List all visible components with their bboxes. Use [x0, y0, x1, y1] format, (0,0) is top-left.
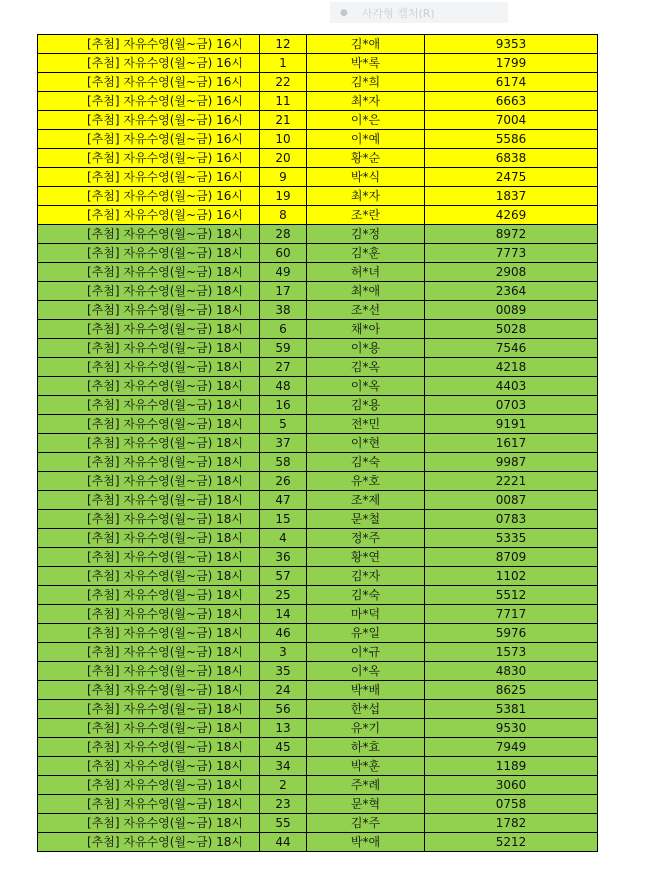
course-cell: [추첨] 자유수영(월~금) 18시: [38, 510, 260, 529]
phone-cell: 1799: [425, 54, 598, 73]
table-row: [38, 795, 598, 814]
table-row: [38, 700, 598, 719]
number-cell: 25: [260, 586, 307, 605]
name-cell: 김*숙: [307, 586, 425, 605]
number-cell: 10: [260, 130, 307, 149]
phone-cell: 0703: [425, 396, 598, 415]
course-cell: [추첨] 자유수영(월~금) 18시: [38, 662, 260, 681]
name-cell: 김*주: [307, 814, 425, 833]
table-row: [38, 681, 598, 700]
phone-cell: 2475: [425, 168, 598, 187]
course-cell: [추첨] 자유수영(월~금) 18시: [38, 225, 260, 244]
phone-cell: 5335: [425, 529, 598, 548]
name-cell: 하*효: [307, 738, 425, 757]
phone-cell: 0783: [425, 510, 598, 529]
course-cell: [추첨] 자유수영(월~금) 18시: [38, 434, 260, 453]
table-row: [38, 339, 598, 358]
table-row: [38, 757, 598, 776]
name-cell: 김*용: [307, 396, 425, 415]
course-cell: [추첨] 자유수영(월~금) 18시: [38, 643, 260, 662]
table-row: [38, 225, 598, 244]
number-cell: 26: [260, 472, 307, 491]
name-cell: 김*정: [307, 225, 425, 244]
name-cell: 문*혁: [307, 795, 425, 814]
name-cell: 김*훈: [307, 244, 425, 263]
table-row: [38, 738, 598, 757]
table-row: [38, 149, 598, 168]
course-cell: [추첨] 자유수영(월~금) 18시: [38, 358, 260, 377]
course-cell: [추첨] 자유수영(월~금) 18시: [38, 301, 260, 320]
name-cell: 박*애: [307, 833, 425, 852]
course-cell: [추첨] 자유수영(월~금) 18시: [38, 282, 260, 301]
course-cell: [추첨] 자유수영(월~금) 18시: [38, 719, 260, 738]
table-row: [38, 244, 598, 263]
number-cell: 20: [260, 149, 307, 168]
number-cell: 48: [260, 377, 307, 396]
table-row: [38, 434, 598, 453]
course-cell: [추첨] 자유수영(월~금) 16시: [38, 149, 260, 168]
number-cell: 14: [260, 605, 307, 624]
course-cell: [추첨] 자유수영(월~금) 16시: [38, 187, 260, 206]
table-row: [38, 263, 598, 282]
table-row: [38, 814, 598, 833]
phone-cell: 8972: [425, 225, 598, 244]
number-cell: 35: [260, 662, 307, 681]
name-cell: 김*옥: [307, 358, 425, 377]
number-cell: 12: [260, 35, 307, 54]
phone-cell: 3060: [425, 776, 598, 795]
course-cell: [추첨] 자유수영(월~금) 16시: [38, 35, 260, 54]
phone-cell: 5586: [425, 130, 598, 149]
phone-cell: 6663: [425, 92, 598, 111]
tooltip-label: 사각형 캡처(R): [361, 6, 435, 20]
name-cell: 조*란: [307, 206, 425, 225]
course-cell: [추첨] 자유수영(월~금) 18시: [38, 586, 260, 605]
name-cell: 채*아: [307, 320, 425, 339]
number-cell: 3: [260, 643, 307, 662]
phone-cell: 6838: [425, 149, 598, 168]
name-cell: 유*호: [307, 472, 425, 491]
course-cell: [추첨] 자유수영(월~금) 18시: [38, 415, 260, 434]
name-cell: 최*애: [307, 282, 425, 301]
number-cell: 27: [260, 358, 307, 377]
number-cell: 2: [260, 776, 307, 795]
table-row: [38, 833, 598, 852]
phone-cell: 1782: [425, 814, 598, 833]
course-cell: [추첨] 자유수영(월~금) 18시: [38, 624, 260, 643]
number-cell: 6: [260, 320, 307, 339]
name-cell: 조*선: [307, 301, 425, 320]
name-cell: 김*애: [307, 35, 425, 54]
course-cell: [추첨] 자유수영(월~금) 18시: [38, 339, 260, 358]
name-cell: 문*철: [307, 510, 425, 529]
name-cell: 이*예: [307, 130, 425, 149]
phone-cell: 9530: [425, 719, 598, 738]
name-cell: 이*규: [307, 643, 425, 662]
table-body: [38, 35, 598, 852]
phone-cell: 6174: [425, 73, 598, 92]
course-cell: [추첨] 자유수영(월~금) 18시: [38, 244, 260, 263]
phone-cell: 8625: [425, 681, 598, 700]
table-row: [38, 624, 598, 643]
name-cell: 허*녀: [307, 263, 425, 282]
table-row: [38, 35, 598, 54]
phone-cell: 5512: [425, 586, 598, 605]
number-cell: 59: [260, 339, 307, 358]
phone-cell: 5028: [425, 320, 598, 339]
phone-cell: 2364: [425, 282, 598, 301]
lottery-result-table: [37, 34, 598, 852]
table-row: [38, 54, 598, 73]
course-cell: [추첨] 자유수영(월~금) 18시: [38, 833, 260, 852]
name-cell: 최*자: [307, 92, 425, 111]
name-cell: 이*용: [307, 339, 425, 358]
table-row: [38, 187, 598, 206]
phone-cell: 7773: [425, 244, 598, 263]
phone-cell: 5212: [425, 833, 598, 852]
number-cell: 24: [260, 681, 307, 700]
number-cell: 9: [260, 168, 307, 187]
name-cell: 박*배: [307, 681, 425, 700]
course-cell: [추첨] 자유수영(월~금) 18시: [38, 263, 260, 282]
name-cell: 김*자: [307, 567, 425, 586]
table-row: [38, 643, 598, 662]
table-row: [38, 415, 598, 434]
phone-cell: 1189: [425, 757, 598, 776]
table-row: [38, 168, 598, 187]
table-row: [38, 662, 598, 681]
name-cell: 한*섭: [307, 700, 425, 719]
course-cell: [추첨] 자유수영(월~금) 18시: [38, 776, 260, 795]
course-cell: [추첨] 자유수영(월~금) 16시: [38, 73, 260, 92]
name-cell: 박*훈: [307, 757, 425, 776]
table-row: [38, 510, 598, 529]
phone-cell: 4269: [425, 206, 598, 225]
table-row: [38, 586, 598, 605]
number-cell: 37: [260, 434, 307, 453]
capture-mode-icon: ●: [340, 7, 348, 18]
course-cell: [추첨] 자유수영(월~금) 18시: [38, 605, 260, 624]
phone-cell: 8709: [425, 548, 598, 567]
phone-cell: 2221: [425, 472, 598, 491]
course-cell: [추첨] 자유수영(월~금) 16시: [38, 92, 260, 111]
table-row: [38, 282, 598, 301]
table-row: [38, 377, 598, 396]
phone-cell: 1837: [425, 187, 598, 206]
number-cell: 56: [260, 700, 307, 719]
number-cell: 13: [260, 719, 307, 738]
name-cell: 이*현: [307, 434, 425, 453]
name-cell: 전*민: [307, 415, 425, 434]
rect-capture-tooltip[interactable]: [330, 2, 508, 23]
number-cell: 28: [260, 225, 307, 244]
course-cell: [추첨] 자유수영(월~금) 16시: [38, 111, 260, 130]
table-row: [38, 719, 598, 738]
name-cell: 마*덕: [307, 605, 425, 624]
table-row: [38, 92, 598, 111]
course-cell: [추첨] 자유수영(월~금) 16시: [38, 168, 260, 187]
course-cell: [추첨] 자유수영(월~금) 18시: [38, 491, 260, 510]
course-cell: [추첨] 자유수영(월~금) 18시: [38, 548, 260, 567]
course-cell: [추첨] 자유수영(월~금) 18시: [38, 700, 260, 719]
course-cell: [추첨] 자유수영(월~금) 18시: [38, 377, 260, 396]
name-cell: 유*일: [307, 624, 425, 643]
number-cell: 47: [260, 491, 307, 510]
number-cell: 60: [260, 244, 307, 263]
course-cell: [추첨] 자유수영(월~금) 18시: [38, 529, 260, 548]
number-cell: 8: [260, 206, 307, 225]
number-cell: 5: [260, 415, 307, 434]
number-cell: 34: [260, 757, 307, 776]
number-cell: 57: [260, 567, 307, 586]
table-row: [38, 776, 598, 795]
name-cell: 최*자: [307, 187, 425, 206]
course-cell: [추첨] 자유수영(월~금) 18시: [38, 320, 260, 339]
table-row: [38, 491, 598, 510]
name-cell: 이*은: [307, 111, 425, 130]
table-row: [38, 73, 598, 92]
number-cell: 21: [260, 111, 307, 130]
phone-cell: 1573: [425, 643, 598, 662]
number-cell: 55: [260, 814, 307, 833]
number-cell: 1: [260, 54, 307, 73]
course-cell: [추첨] 자유수영(월~금) 18시: [38, 795, 260, 814]
phone-cell: 7717: [425, 605, 598, 624]
number-cell: 19: [260, 187, 307, 206]
table-row: [38, 548, 598, 567]
phone-cell: 5381: [425, 700, 598, 719]
table-row: [38, 396, 598, 415]
number-cell: 49: [260, 263, 307, 282]
course-cell: [추첨] 자유수영(월~금) 16시: [38, 206, 260, 225]
course-cell: [추첨] 자유수영(월~금) 16시: [38, 54, 260, 73]
course-cell: [추첨] 자유수영(월~금) 18시: [38, 681, 260, 700]
phone-cell: 9191: [425, 415, 598, 434]
phone-cell: 7949: [425, 738, 598, 757]
name-cell: 김*희: [307, 73, 425, 92]
number-cell: 38: [260, 301, 307, 320]
phone-cell: 5976: [425, 624, 598, 643]
table-row: [38, 301, 598, 320]
table-row: [38, 472, 598, 491]
name-cell: 유*기: [307, 719, 425, 738]
course-cell: [추첨] 자유수영(월~금) 18시: [38, 738, 260, 757]
number-cell: 58: [260, 453, 307, 472]
phone-cell: 0089: [425, 301, 598, 320]
phone-cell: 9987: [425, 453, 598, 472]
phone-cell: 7546: [425, 339, 598, 358]
name-cell: 정*주: [307, 529, 425, 548]
phone-cell: 1617: [425, 434, 598, 453]
number-cell: 17: [260, 282, 307, 301]
phone-cell: 7004: [425, 111, 598, 130]
table-row: [38, 567, 598, 586]
table-row: [38, 206, 598, 225]
name-cell: 이*옥: [307, 377, 425, 396]
course-cell: [추첨] 자유수영(월~금) 18시: [38, 567, 260, 586]
course-cell: [추첨] 자유수영(월~금) 18시: [38, 396, 260, 415]
number-cell: 15: [260, 510, 307, 529]
number-cell: 46: [260, 624, 307, 643]
number-cell: 11: [260, 92, 307, 111]
phone-cell: 0087: [425, 491, 598, 510]
table-row: [38, 529, 598, 548]
number-cell: 16: [260, 396, 307, 415]
course-cell: [추첨] 자유수영(월~금) 18시: [38, 757, 260, 776]
course-cell: [추첨] 자유수영(월~금) 16시: [38, 130, 260, 149]
phone-cell: 4218: [425, 358, 598, 377]
table-row: [38, 453, 598, 472]
phone-cell: 4830: [425, 662, 598, 681]
course-cell: [추첨] 자유수영(월~금) 18시: [38, 453, 260, 472]
table-row: [38, 130, 598, 149]
name-cell: 주*례: [307, 776, 425, 795]
number-cell: 44: [260, 833, 307, 852]
name-cell: 김*숙: [307, 453, 425, 472]
phone-cell: 2908: [425, 263, 598, 282]
phone-cell: 0758: [425, 795, 598, 814]
course-cell: [추첨] 자유수영(월~금) 18시: [38, 814, 260, 833]
phone-cell: 9353: [425, 35, 598, 54]
table-row: [38, 358, 598, 377]
number-cell: 4: [260, 529, 307, 548]
table-row: [38, 320, 598, 339]
name-cell: 박*록: [307, 54, 425, 73]
name-cell: 이*옥: [307, 662, 425, 681]
number-cell: 23: [260, 795, 307, 814]
phone-cell: 4403: [425, 377, 598, 396]
name-cell: 황*연: [307, 548, 425, 567]
name-cell: 황*순: [307, 149, 425, 168]
number-cell: 22: [260, 73, 307, 92]
phone-cell: 1102: [425, 567, 598, 586]
number-cell: 36: [260, 548, 307, 567]
table-row: [38, 111, 598, 130]
name-cell: 박*식: [307, 168, 425, 187]
name-cell: 조*제: [307, 491, 425, 510]
course-cell: [추첨] 자유수영(월~금) 18시: [38, 472, 260, 491]
table-row: [38, 605, 598, 624]
number-cell: 45: [260, 738, 307, 757]
